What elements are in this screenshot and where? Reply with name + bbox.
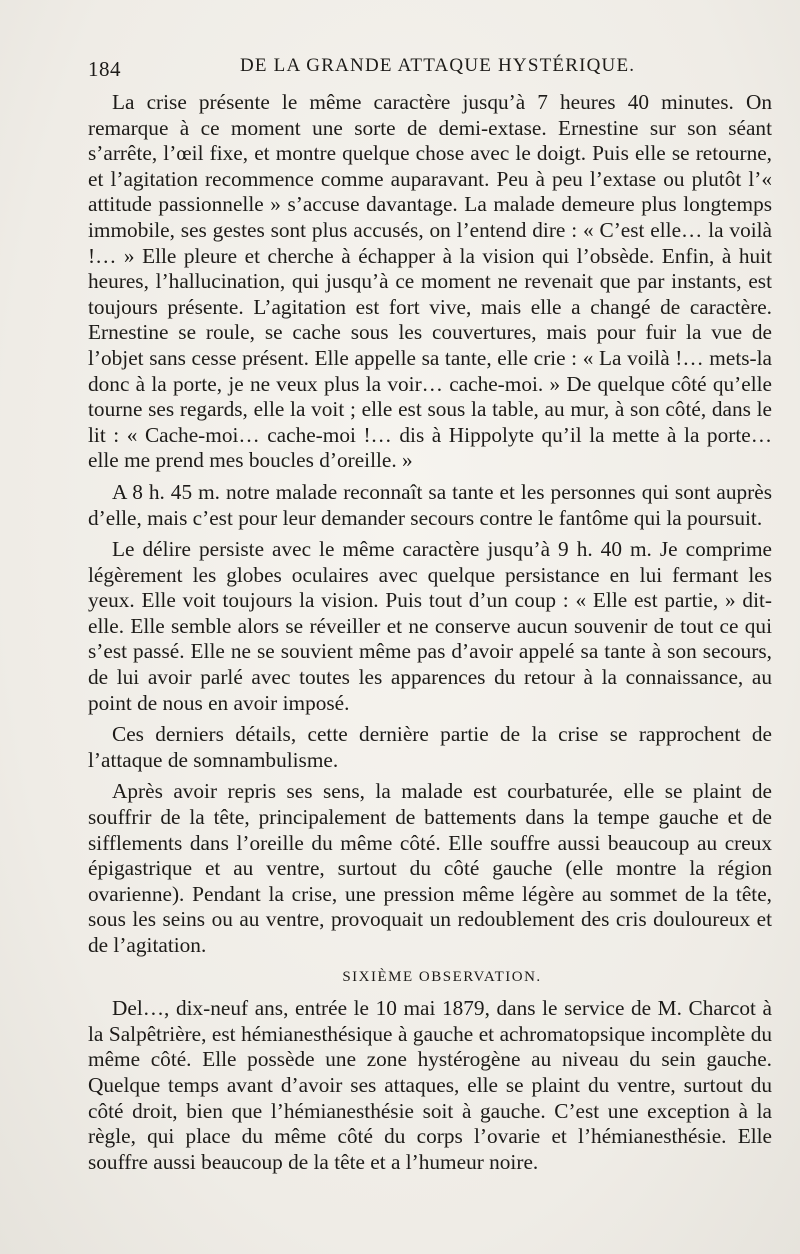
paragraph-somnambulism: Ces derniers détails, cette dernière partie de la crise se rapprochent de l’attaque de somnambulisme. <box>88 722 772 772</box>
section-heading: SIXIÈME OBSERVATION. <box>342 968 542 985</box>
page-number: 184 <box>88 57 121 81</box>
paragraph-delirium: Le délire persiste avec le même caractère jusqu’à 9 h. 40 m. Je comprime légèrement les globes oculaires avec quelque persistance en lui fermant les yeux. Elle voit toujours la vision. Puis tout d’un coup : « Elle est partie, » dit-elle. Elle semble alors se réveiller et ne conserve aucun souvenir de tout ce qui s’est passé. Elle ne se souvient même pas d’avoir appelé sa tante à son secours, de lui avoir parlé avec toutes les apparences du retour à la connaissance, au point de nous en avoir imposé. <box>88 537 772 715</box>
body-text <box>88 90 772 1181</box>
paragraph-observation: Del…, dix-neuf ans, entrée le 10 mai 1879, dans le service de M. Charcot à la Salpêtrière, est hémianesthésique à gauche et achromatopsique incomplète du même côté. Elle possède une zone hystérogène au niveau du sein gauche. Quelque temps avant d’avoir ses attaques, elle se plaint du ventre, surtout du côté droit, bien que l’hémianesthésie soit à gauche. C’est une exception à la règle, qui place du même côté du corps l’ovarie et l’hémianesthésie. Elle souffre aussi beaucoup de la tête et a l’humeur noire. <box>88 996 772 1174</box>
paragraph-crisis: La crise présente le même caractère jusqu’à 7 heures 40 minutes. On remarque à ce moment une sorte de demi-extase. Ernestine sur son séant s’arrête, l’œil fixe, et montre quelque chose avec le doigt. Puis elle se retourne, et l’agitation recommence comme auparavant. Peu à peu l’extase ou plutôt l’« attitude passionnelle » s’accuse davantage. La malade demeure plus longtemps immobile, ses gestes sont plus accusés, on l’entend dire : « C’est elle… la voilà !… » Elle pleure et cherche à échapper à la vision qui l’obsède. Enfin, à huit heures, l’hallucination, qui jusqu’à ce moment ne revenait que par instants, est toujours présente. L’agitation est fort vive, mais elle a changé de caractère. Ernestine se roule, se cache sous les couvertures, mais pour fuir la vue de l’objet sans cesse présent. Elle appelle sa tante, elle crie : « La voilà !… mets-la donc à la porte, je ne veux plus la voir… cache-moi. » De quelque côté qu’elle tourne ses regards, elle la voit ; elle est sous la table, au mur, à son côté, dans le lit : « Cache-moi… cache-moi !… dis à Hippolyte qu’il la mette à la porte… elle me prend mes boucles d’oreille. » <box>88 90 772 473</box>
running-title: DE LA GRANDE ATTAQUE HYSTÉRIQUE. <box>240 55 636 76</box>
paragraph-aftermath: Après avoir repris ses sens, la malade est courbaturée, elle se plaint de souffrir de la tête, principalement de battements dans la tempe gauche et de sifflements dans l’oreille du même côté. Elle souffre aussi beaucoup au creux épigastrique et au ventre, surtout du côté gauche (elle montre la région ovarienne). Pendant la crise, une pression même légère au sommet de la tête, sous les seins ou au ventre, provoquait un redoublement des cris douloureux et de l’agitation. <box>88 779 772 957</box>
page-header <box>88 55 772 83</box>
paragraph-recognition: A 8 h. 45 m. notre malade reconnaît sa tante et les personnes qui sont auprès d’elle, mais c’est pour leur demander secours contre le fantôme qui la poursuit. <box>88 479 772 530</box>
